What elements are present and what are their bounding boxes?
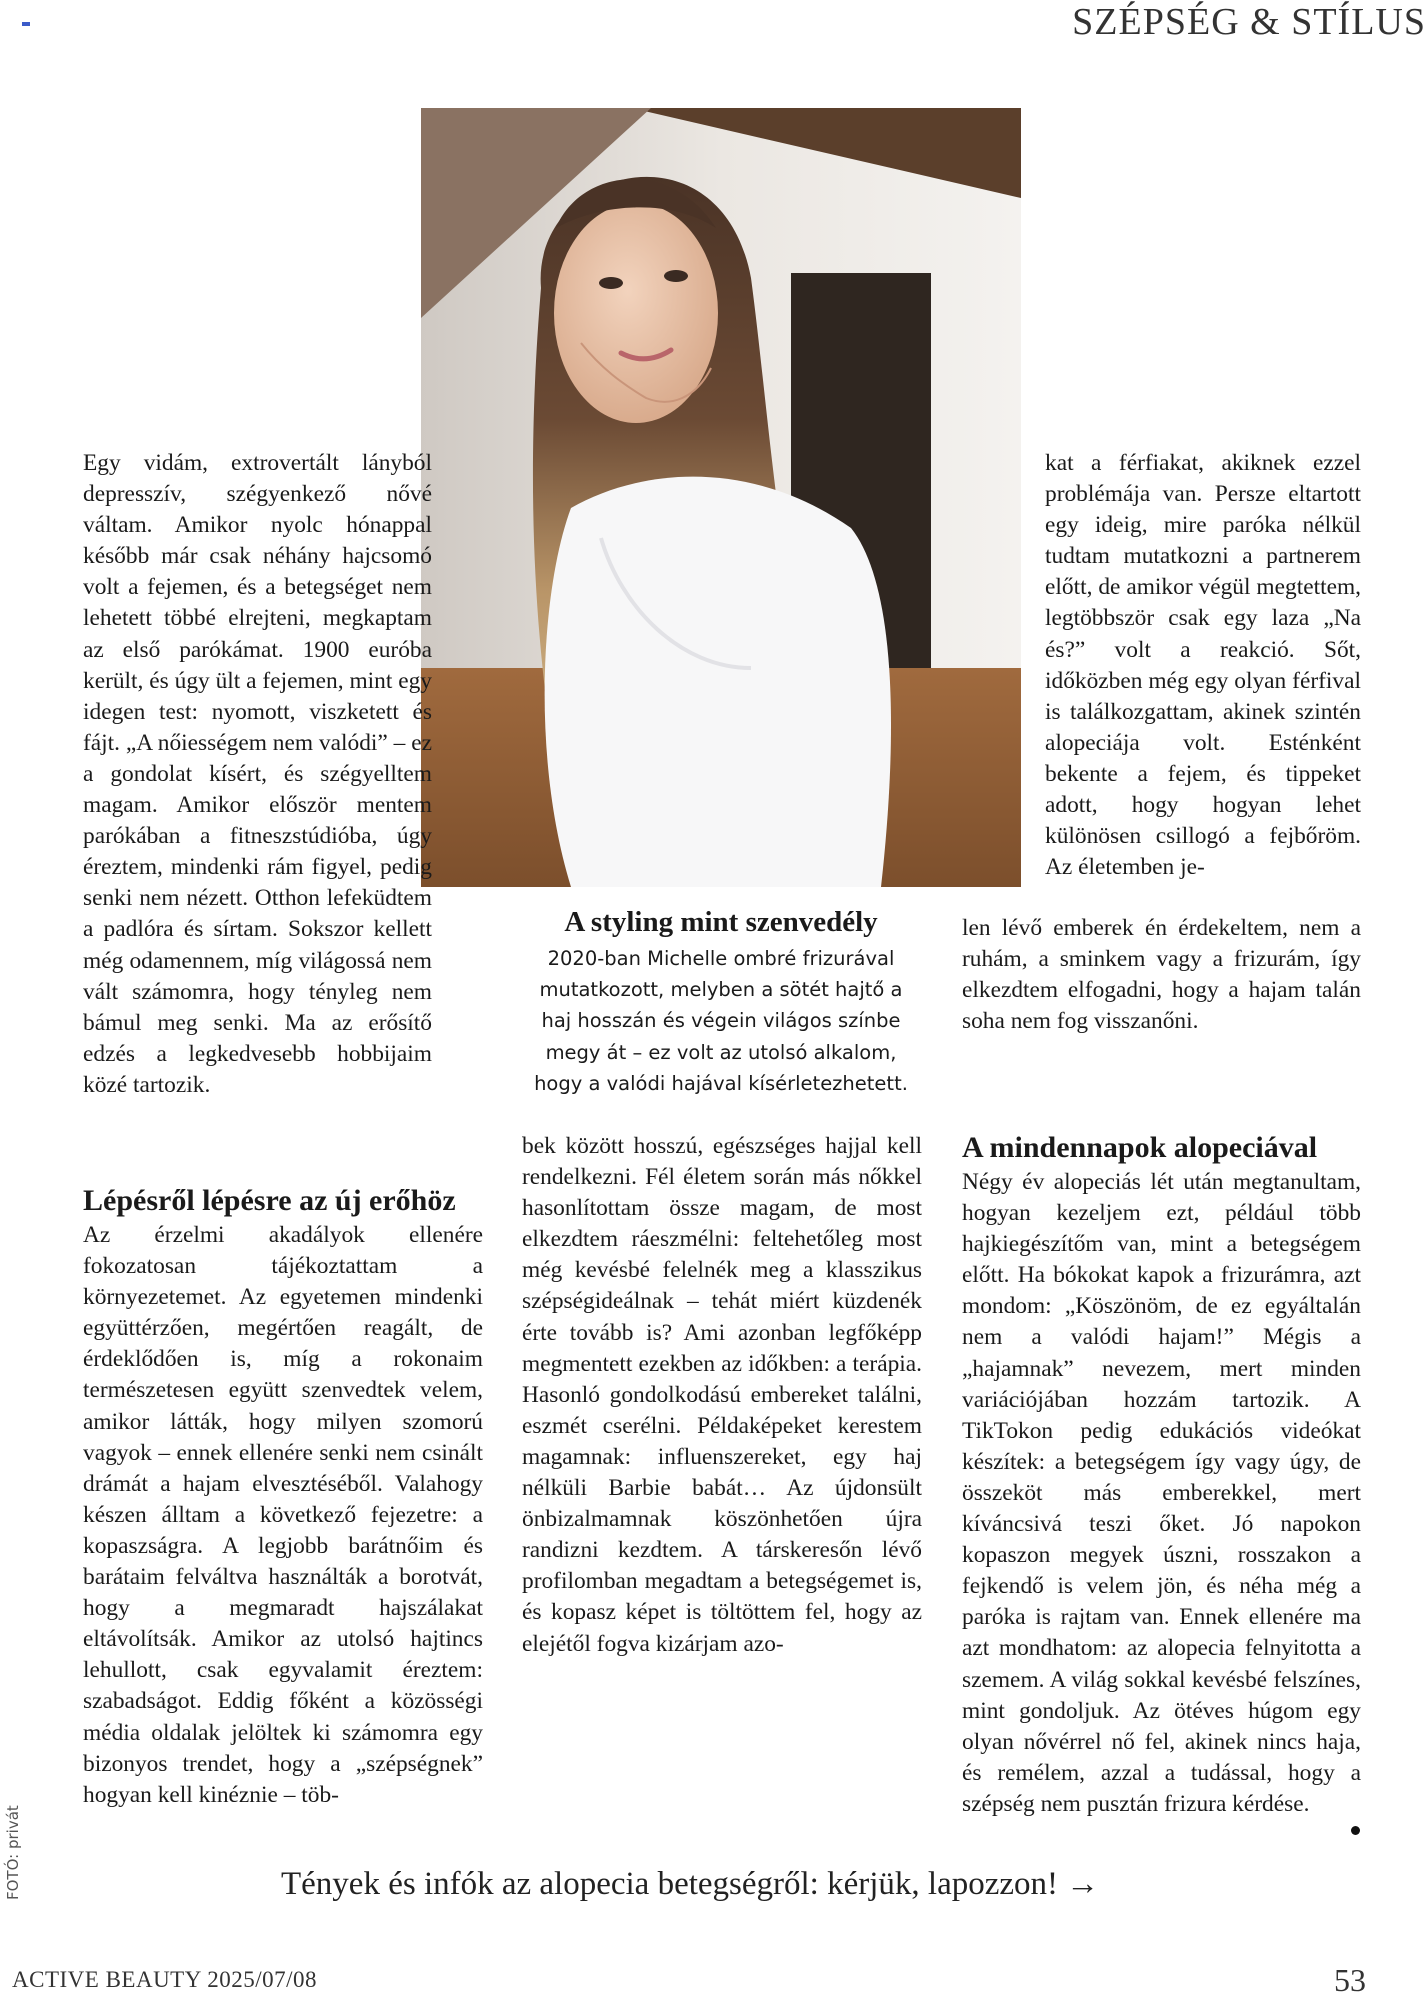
next-page-teaser: Tények és infók az alopecia betegségről: kérjük, lapozzon! →	[281, 1866, 1100, 1902]
subheading: Lépésről lépésre az új erőhöz	[83, 1184, 456, 1217]
footer-magazine: ACTIVE BEAUTY 2025/07/08	[12, 1967, 318, 1992]
article-column-a-section	[83, 1184, 483, 1811]
corner-mark	[22, 22, 30, 26]
paragraph: kat a férfiakat, akiknek ezzel problémája van. Persze eltartott egy ideig, mire paróka nélkül tudtam mutatkozni a partnerem előtt, de amikor végül megtettem, legtöbbször csak egy laza „Na és?” volt a reakció. Sőt, időközben még egy olyan férfival is találkozgattam, akinek szintén alopeciája volt. Esténként bekente a fejem, és tippeket adott, hogy hogyan lehet különösen csillogó a fejbőröm. Az életemben je-	[1045, 450, 1361, 881]
caption-title: A styling mint szenvedély	[564, 906, 878, 938]
article-column-c-top	[1045, 448, 1361, 883]
article-column-a-intro	[83, 448, 432, 1101]
paragraph: Egy vidám, extrovertált lányból depresszív, szégyenkező nővé váltam. Amikor nyolc hónappal később már csak néhány hajcsomó volt a fejemen, és a betegséget nem lehetett többé elrejteni, megkaptam az első parókámat. 1900 euróba került, és úgy ült a fejemen, mint egy idegen test: nyomott, viszketett és fájt. „A nőiességem nem valódi” – ez a gondolat kísért, és szégyelltem magam. Amikor először mentem parókában a fitneszstúdióba, úgy éreztem, mindenki rám figyel, pedig senki nem nézett. Otthon lefeküdtem a padlóra és sírtam. Sokszor kellett még odamennem, míg világossá nem vált számomra, hogy tényleg nem bámul meg senki. Ma az erősítő edzés a legkedvesebb hobbijaim közé tartozik.	[83, 450, 432, 1098]
paragraph: len lévő emberek én érdekeltem, nem a ruhám, a sminkem vagy a frizurám, így elkezdtem elfogadni, hogy a hajam talán soha nem fog visszanőni.	[962, 915, 1361, 1035]
article-column-c-section	[962, 1131, 1361, 1820]
end-mark	[1351, 1826, 1360, 1835]
page-number: 53	[1334, 1962, 1366, 1998]
paragraph: Négy év alopeciás lét után megtanultam, hogyan kezeljem ezt, például több hajkiegészítőm van, mint a betegségem előtt. Ha bókokat kapok a frizurámra, azt mondom: „Köszönöm, de ez egyáltalán nem a valódi hajam!” Mégis a „hajamnak” nevezem, mert minden variációjában hozzám tartozik. A TikTokon pedig edukációs videókat készítek: a betegségem így vagy úgy, de összeköt más emberekkel, mert kíváncsivá teszi őket. Jó napokon kopaszon megyek úszni, rosszakon a fejkendő is velem jön, és néha még a paróka is rajtam van. Ennek ellenére ma azt mondhatom: az alopecia felnyitotta a szemem. A világ sokkal kevésbé felszínes, mint gondoljuk. Az ötéves húgom egy olyan nővérrel nő fel, akinek nincs haja, és remélem, azzal a tudással, hogy a szépség nem pusztán frizura kérdése.	[962, 1169, 1361, 1817]
paragraph: Az érzelmi akadályok ellenére fokozatosan tájékoztattam a környezetemet. Az egyetemen mindenki együttérzően, megértően reagált, de érdeklődően is, míg a rokonaim természetesen együtt szenvedtek velem, amikor látták, hogy milyen szomorú vagyok – ennek ellenére senki nem csinált drámát a hajam elvesztéséből. Valahogy készen álltam a következő fejezetre: a kopaszságra. A legjobb barátnőim és barátaim felváltva használták a borotvát, hogy a megmaradt hajszálakat eltávolítsák. Amikor az utolsó hajtincs lehullott, csak egyvalamit éreztem: szabadságot. Eddig főként a közösségi média oldalak jelöltek ki számomra egy bizonyos trendet, hogy a „szépségnek” hogyan kell kinéznie – töb-	[83, 1222, 483, 1808]
article-column-b	[522, 1131, 922, 1660]
caption-body: 2020-ban Michelle ombré frizurával mutatkozott, melyben a sötét hajtő a haj hosszán és végein világos színbe megy át – ez volt az utolsó alkalom, hogy a valódi hajával kísérletezhetett.	[534, 947, 908, 1095]
paragraph: bek között hosszú, egészséges hajjal kell rendelkezni. Fél életem során más nőkkel hasonlítottam össze magam, de most elkezdtem ráeszmélni: feltehetőleg most még kevésbé felelnék meg a klasszikus szépségideálnak – tehát miért küzdenék érte tovább is? Ami azonban legfőképp megmentett ezekben az időkben: a terápia. Hasonló gondolkodású embereket találni, eszmét cserélni. Példaképeket kerestem magamnak: influenszereket, egy haj nélküli Barbie babát… Az újdonsült önbizalmamnak köszönhetően újra randizni kezdtem. A társkeresőn lévő profilomban megadtam a betegségemet is, és kopasz képet is töltöttem fel, hogy az elejétől fogva kizárjam azo-	[522, 1133, 922, 1657]
photo-credit: FOTÓ: privát	[4, 1805, 22, 1900]
section-title: SZÉPSÉG & STÍLUS	[1072, 1, 1426, 43]
portrait-photo	[421, 108, 1021, 887]
article-column-c-mid	[962, 913, 1361, 1037]
subheading: A mindennapok alopeciával	[962, 1131, 1318, 1164]
